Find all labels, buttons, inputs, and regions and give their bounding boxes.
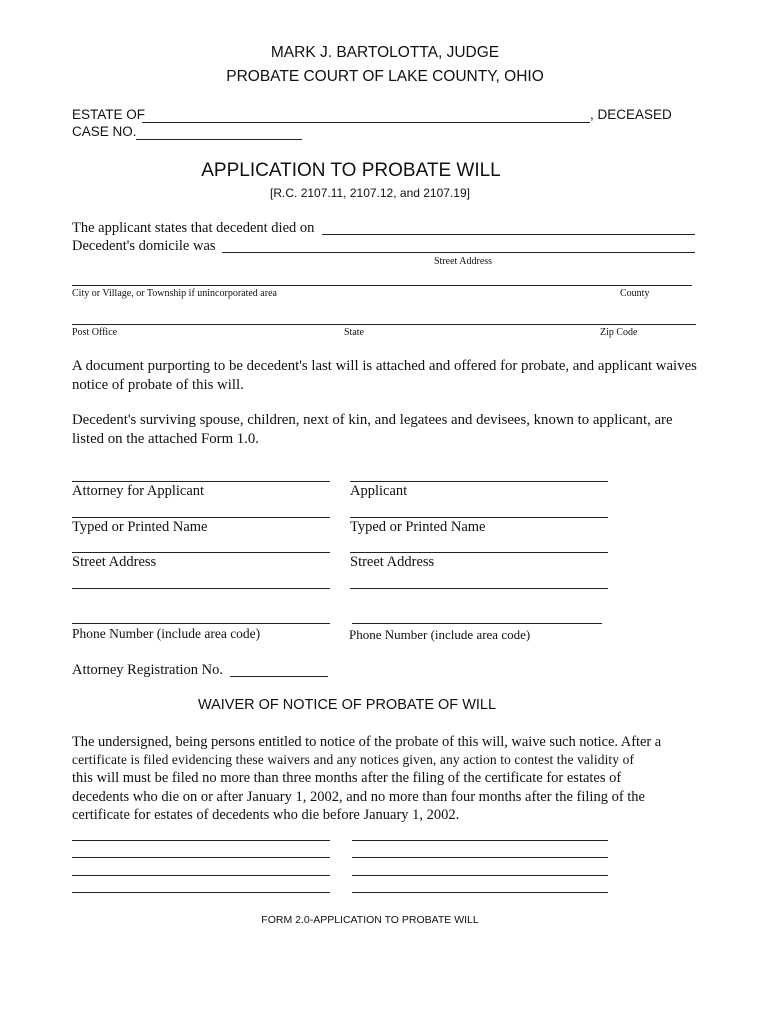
applicant-address-line2-field[interactable] [350, 588, 608, 589]
died-on-label: The applicant states that decedent died on [72, 220, 315, 236]
waiver-signature-right-1[interactable] [352, 840, 608, 841]
attached-will-paragraph: A document purporting to be decedent's last will is attached and offered for probate, and applicant waives notice of probate of this will. [72, 358, 697, 393]
form-footer: FORM 2.0-APPLICATION TO PROBATE WILL [261, 914, 479, 926]
attorney-registration-label: Attorney Registration No. [72, 662, 224, 678]
court-name: PROBATE COURT OF LAKE COUNTY, OHIO [226, 68, 544, 85]
waiver-signature-right-2[interactable] [352, 857, 608, 858]
date-of-death-field[interactable] [322, 234, 695, 235]
case-no-label: CASE NO. [72, 124, 137, 139]
domicile-street-field[interactable] [222, 252, 695, 253]
waiver-signature-left-3[interactable] [72, 875, 330, 876]
post-office-caption: Post Office [72, 327, 118, 338]
statute-reference: [R.C. 2107.11, 2107.12, and 2107.19] [270, 186, 470, 200]
applicant-street-label: Street Address [350, 554, 435, 570]
judge-name: MARK J. BARTOLOTTA, JUDGE [270, 44, 500, 61]
domicile-postal-field[interactable] [72, 324, 696, 325]
domicile-city-county-field[interactable] [72, 285, 692, 286]
attorney-label: Attorney for Applicant [72, 483, 205, 499]
waiver-signature-left-4[interactable] [72, 892, 330, 893]
applicant-name-field[interactable] [350, 517, 608, 518]
county-caption: County [620, 288, 650, 299]
applicant-phone-field[interactable] [352, 623, 602, 624]
attorney-address-line2-field[interactable] [72, 588, 330, 589]
applicant-street-field[interactable] [350, 552, 608, 553]
attorney-name-field[interactable] [72, 517, 330, 518]
attorney-registration-field[interactable] [230, 676, 328, 677]
attorney-typed-name-label: Typed or Printed Name [72, 519, 208, 535]
estate-of-label: ESTATE OF [72, 107, 146, 122]
attorney-street-label: Street Address [72, 554, 157, 570]
attorney-street-field[interactable] [72, 552, 330, 553]
waiver-heading: WAIVER OF NOTICE OF PROBATE OF WILL [197, 697, 497, 713]
form-title: APPLICATION TO PROBATE WILL [201, 160, 501, 181]
waiver-signature-right-4[interactable] [352, 892, 608, 893]
street-address-caption: Street Address [434, 256, 493, 267]
waiver-line-1: The undersigned, being persons entitled to notice of the probate of this will, waive such notice. After a [72, 734, 662, 750]
waiver-signature-left-1[interactable] [72, 840, 330, 841]
applicant-label: Applicant [350, 483, 408, 499]
applicant-typed-name-label: Typed or Printed Name [350, 519, 486, 535]
waiver-line-3: this will must be filed no more than three months after the filing of the certificate for estates of [72, 770, 622, 786]
estate-name-field[interactable] [142, 122, 590, 123]
case-number-field[interactable] [136, 139, 302, 140]
survivors-paragraph: Decedent's surviving spouse, children, next of kin, and legatees and devisees, known to applicant, are listed on the attached Form 1.0. [72, 412, 673, 447]
deceased-label: , DECEASED [590, 107, 672, 122]
applicant-signature-field[interactable] [350, 481, 608, 482]
state-caption: State [344, 327, 364, 338]
waiver-signature-left-2[interactable] [72, 857, 330, 858]
applicant-phone-label: Phone Number (include area code) [349, 627, 531, 642]
domicile-label: Decedent's domicile was [72, 238, 216, 254]
zip-caption: Zip Code [600, 327, 638, 338]
attorney-phone-label: Phone Number (include area code) [72, 626, 261, 641]
attorney-signature-field[interactable] [72, 481, 330, 482]
waiver-signature-right-3[interactable] [352, 875, 608, 876]
attorney-phone-field[interactable] [72, 623, 330, 624]
waiver-line-5: certificate for estates of decedents who die before January 1, 2002. [72, 807, 460, 823]
waiver-line-4: decedents who die on or after January 1, 2002, and no more than four months after the filing of the [72, 789, 645, 805]
waiver-line-2: certificate is filed evidencing these waivers and any notices given, any action to contest the validity of [72, 752, 635, 767]
city-caption: City or Village, or Township if unincorporated area [72, 288, 277, 299]
